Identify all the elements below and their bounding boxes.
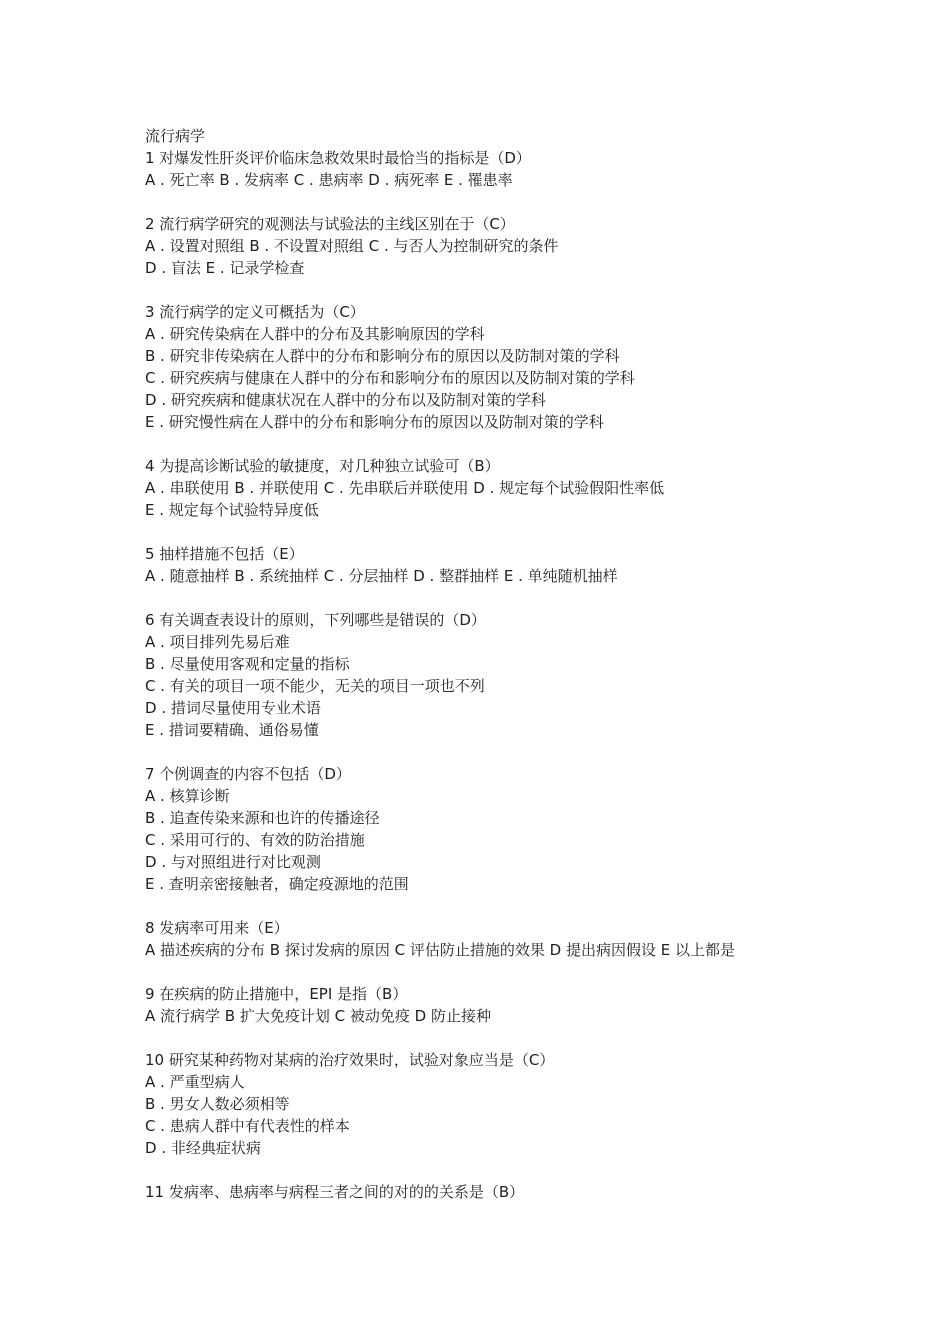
question-options-line: B . 男女人数必须相等 (145, 1095, 290, 1113)
question-block (145, 1181, 905, 1203)
question-stem: 1 对爆发性肝炎评价临床急救效果时最恰当的指标是（D） (145, 149, 531, 167)
question-options-line: A . 设置对照组 B . 不设置对照组 C . 与否人为控制研究的条件 (145, 237, 559, 255)
document-title: 流行病学 (145, 127, 206, 145)
question-stem: 9 在疾病的防止措施中，EPI 是指（B） (145, 985, 408, 1003)
question-spacer (145, 191, 905, 213)
question-options-line: E . 措词要精确、通俗易懂 (145, 721, 319, 739)
question-stem: 4 为提高诊断试验的敏捷度，对几种独立试验可（B） (145, 457, 500, 475)
question-list (145, 147, 905, 1203)
question-options-line: A 描述疾病的分布 B 探讨发病的原因 C 评估防止措施的效果 D 提出病因假设 E 以上都是 (145, 941, 735, 959)
question-options-line: A . 死亡率 B . 发病率 C . 患病率 D . 病死率 E . 罹患率 (145, 171, 513, 189)
question-block (145, 543, 905, 609)
question-spacer (145, 433, 905, 455)
question-block (145, 763, 905, 917)
question-spacer (145, 741, 905, 763)
question-block (145, 301, 905, 455)
question-block (145, 455, 905, 543)
question-block (145, 609, 905, 763)
question-options-line: C . 患病人群中有代表性的样本 (145, 1117, 350, 1135)
question-spacer (145, 521, 905, 543)
question-block (145, 147, 905, 213)
question-stem: 8 发病率可用来（E） (145, 919, 289, 937)
question-options-line: A . 随意抽样 B . 系统抽样 C . 分层抽样 D . 整群抽样 E . 单纯随机抽样 (145, 567, 618, 585)
question-stem: 11 发病率、患病率与病程三者之间的对的的关系是（B） (145, 1183, 525, 1201)
question-block (145, 983, 905, 1049)
question-block (145, 917, 905, 983)
question-stem: 2 流行病学研究的观测法与试验法的主线区别在于（C） (145, 215, 515, 233)
question-options-line: A . 核算诊断 (145, 787, 230, 805)
question-options-line: D . 研究疾病和健康状况在人群中的分布以及防制对策的学科 (145, 391, 546, 409)
question-options-line: D . 与对照组进行对比观测 (145, 853, 321, 871)
question-stem: 6 有关调查表设计的原则，下列哪些是错误的（D） (145, 611, 486, 629)
question-options-line: E . 查明亲密接触者，确定疫源地的范围 (145, 875, 409, 893)
question-options-line: C . 有关的项目一项不能少，无关的项目一项也不列 (145, 677, 485, 695)
question-options-line: D . 盲法 E . 记录学检查 (145, 259, 305, 277)
question-spacer (145, 587, 905, 609)
question-options-line: A . 串联使用 B . 并联使用 C . 先串联后并联使用 D . 规定每个试验假阳性率低 (145, 479, 665, 497)
question-options-line: C . 采用可行的、有效的防治措施 (145, 831, 365, 849)
question-spacer (145, 961, 905, 983)
question-options-line: B . 追查传染来源和也许的传播途径 (145, 809, 380, 827)
question-options-line: E . 研究慢性病在人群中的分布和影响分布的原因以及防制对策的学科 (145, 413, 604, 431)
question-options-line: A . 项目排列先易后难 (145, 633, 290, 651)
question-options-line: B . 尽量使用客观和定量的指标 (145, 655, 350, 673)
question-spacer (145, 1027, 905, 1049)
question-options-line: B . 研究非传染病在人群中的分布和影响分布的原因以及防制对策的学科 (145, 347, 620, 365)
question-stem: 10 研究某种药物对某病的治疗效果时，试验对象应当是（C） (145, 1051, 555, 1069)
question-options-line: A . 研究传染病在人群中的分布及其影响原因的学科 (145, 325, 485, 343)
question-stem: 7 个例调查的内容不包括（D） (145, 765, 351, 783)
question-stem: 5 抽样措施不包括（E） (145, 545, 304, 563)
question-block (145, 1049, 905, 1181)
question-block (145, 213, 905, 301)
question-options-line: C . 研究疾病与健康在人群中的分布和影响分布的原因以及防制对策的学科 (145, 369, 635, 387)
document-body (145, 125, 905, 1203)
question-options-line: A . 严重型病人 (145, 1073, 245, 1091)
question-options-line: D . 措词尽量使用专业术语 (145, 699, 321, 717)
question-spacer (145, 279, 905, 301)
question-spacer (145, 895, 905, 917)
question-options-line: A 流行病学 B 扩大免疫计划 C 被动免疫 D 防止接种 (145, 1007, 491, 1025)
question-spacer (145, 1159, 905, 1181)
question-options-line: E . 规定每个试验特异度低 (145, 501, 319, 519)
question-stem: 3 流行病学的定义可概括为（C） (145, 303, 365, 321)
question-options-line: D . 非经典症状病 (145, 1139, 261, 1157)
